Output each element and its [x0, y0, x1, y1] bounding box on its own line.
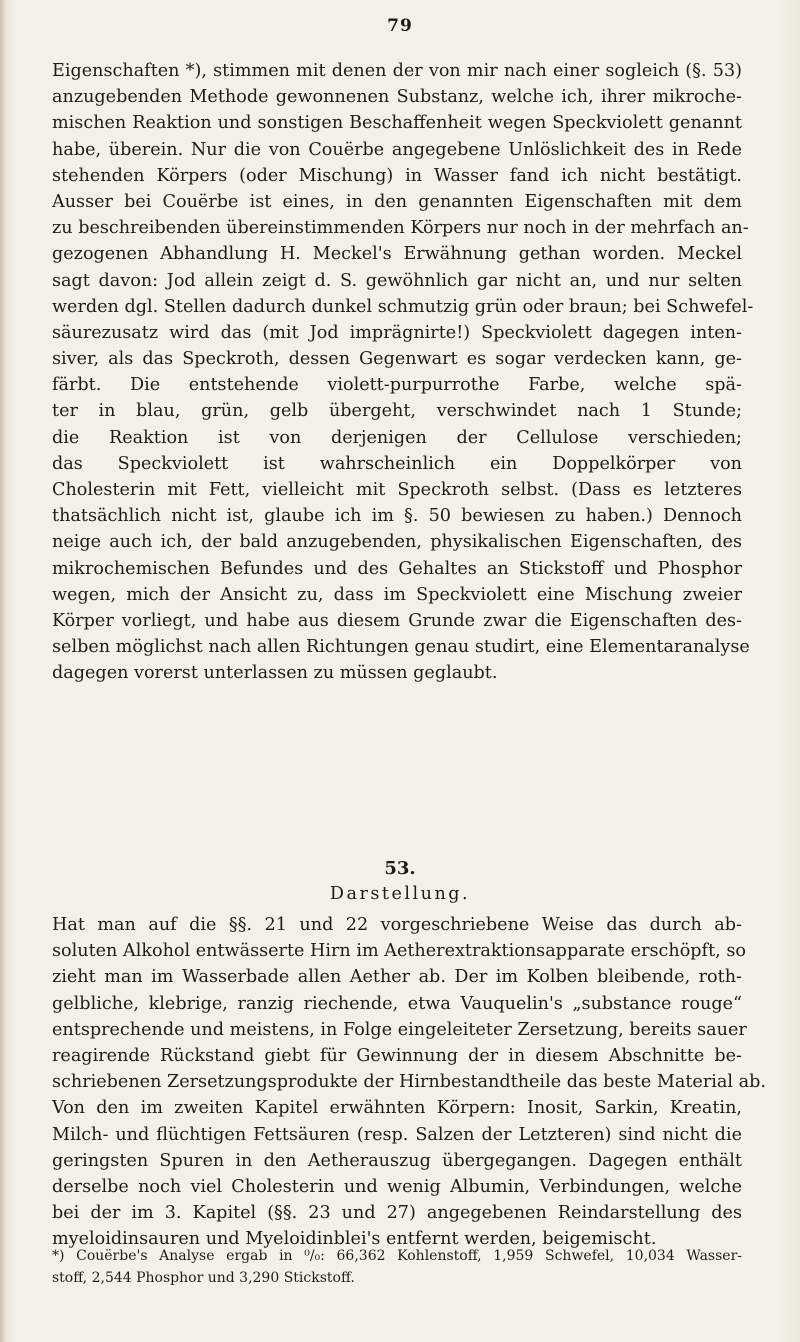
text-line: stehenden Körpers (oder Mischung) in Wasser fand ich nicht bestätigt.: [52, 165, 742, 186]
page-number: 79: [387, 16, 413, 36]
text-line: selben möglichst nach allen Richtungen genau studirt, eine Elementaranalyse: [52, 637, 750, 658]
text-line: säurezusatz wird das (mit Jod imprägnirte!) Speckviolett dagegen inten-: [52, 322, 742, 343]
section-number: 53.: [384, 858, 416, 879]
text-line: ter in blau, grün, gelb übergeht, verschwindet nach 1 Stunde;: [52, 401, 742, 422]
text-line: das Speckviolett ist wahrscheinlich ein Doppelkörper von: [52, 453, 742, 474]
text-line: mikrochemischen Befundes und des Gehaltes an Stickstoff und Phosphor: [52, 558, 742, 579]
text-line: Hat man auf die §§. 21 und 22 vorgeschriebene Weise das durch ab-: [52, 915, 742, 935]
text-line: zieht man im Wasserbade allen Aether ab. Der im Kolben bleibende, roth-: [52, 967, 742, 988]
footnote-line: *) Couërbe's Analyse ergab in ⁰/₀: 66,362 Kohlenstoff, 1,959 Schwefel, 10,034 Wasser-: [52, 1248, 742, 1264]
text-line: mischen Reaktion und sonstigen Beschaffenheit wegen Speckviolett genannt: [52, 113, 742, 134]
text-line: schriebenen Zersetzungsprodukte der Hirnbestandtheile das beste Material ab.: [52, 1072, 766, 1093]
paragraph-1: [52, 58, 754, 687]
page-gutter-shadow: [0, 0, 6, 1342]
footnote: [52, 1245, 742, 1289]
text-line: geringsten Spuren in den Aetherauszug übergegangen. Dagegen enthält: [52, 1150, 742, 1171]
text-line: dagegen vorerst unterlassen zu müssen geglaubt.: [52, 663, 498, 684]
text-line: färbt. Die entstehende violett-purpurrothe Farbe, welche spä-: [52, 375, 742, 396]
text-line: derselbe noch viel Cholesterin und wenig Albumin, Verbindungen, welche: [52, 1176, 742, 1197]
text-line: die Reaktion ist von derjenigen der Cellulose verschieden;: [52, 427, 742, 448]
text-line: thatsächlich nicht ist, glaube ich im §. 50 bewiesen zu haben.) Dennoch: [52, 506, 742, 527]
text-line: bei der im 3. Kapitel (§§. 23 und 27) angegebenen Reindarstellung des: [52, 1203, 742, 1224]
text-line: wegen, mich der Ansicht zu, dass im Speckviolett eine Mischung zweier: [52, 584, 742, 605]
text-line: gezogenen Abhandlung H. Meckel's Erwähnung gethan worden. Meckel: [52, 244, 742, 265]
text-line: werden dgl. Stellen dadurch dunkel schmutzig grün oder braun; bei Schwefel-: [52, 296, 754, 317]
text-line: Körper vorliegt, und habe aus diesem Grunde zwar die Eigenschaften des-: [52, 610, 742, 631]
text-line: entsprechende und meistens, in Folge eingeleiteter Zersetzung, bereits sauer: [52, 1019, 747, 1040]
text-line: anzugebenden Methode gewonnenen Substanz, welche ich, ihrer mikroche-: [52, 87, 742, 108]
text-line: sagt davon: Jod allein zeigt d. S. gewöhnlich gar nicht an, und nur selten: [52, 270, 742, 291]
text-line: zu beschreibenden übereinstimmenden Körpers nur noch in der mehrfach an-: [52, 218, 749, 239]
text-line: neige auch ich, der bald anzugebenden, physikalischen Eigenschaften, des: [52, 532, 742, 553]
text-line: habe, überein. Nur die von Couërbe angegebene Unlöslichkeit des in Rede: [52, 139, 742, 160]
text-line: siver, als das Speckroth, dessen Gegenwart es sogar verdecken kann, ge-: [52, 349, 742, 370]
text-line: gelbliche, klebrige, ranzig riechende, etwa Vauquelin's „substance rouge“: [52, 993, 742, 1014]
text-line: Ausser bei Couërbe ist eines, in den genannten Eigenschaften mit dem: [52, 191, 742, 212]
text-line: Milch- und flüchtigen Fettsäuren (resp. Salzen der Letzteren) sind nicht die: [52, 1124, 742, 1145]
text-line: Eigenschaften *), stimmen mit denen der von mir nach einer sogleich (§. 53): [52, 61, 742, 81]
text-line: reagirende Rückstand giebt für Gewinnung der in diesem Abschnitte be-: [52, 1045, 742, 1066]
footnote-line: stoff, 2,544 Phosphor und 3,290 Stickstoff.: [52, 1270, 355, 1286]
text-line: myeloidinsauren und Myeloidinblei's entfernt werden, beigemischt.: [52, 1229, 657, 1250]
text-line: soluten Alkohol entwässerte Hirn im Aetherextraktionsapparate erschöpft, so: [52, 941, 746, 962]
section-title: Darstellung.: [329, 884, 471, 904]
text-line: Von den im zweiten Kapitel erwähnten Körpern: Inosit, Sarkin, Kreatin,: [52, 1098, 742, 1119]
text-line: Cholesterin mit Fett, vielleicht mit Speckroth selbst. (Dass es letzteres: [52, 480, 742, 500]
paragraph-2: [52, 912, 766, 1252]
